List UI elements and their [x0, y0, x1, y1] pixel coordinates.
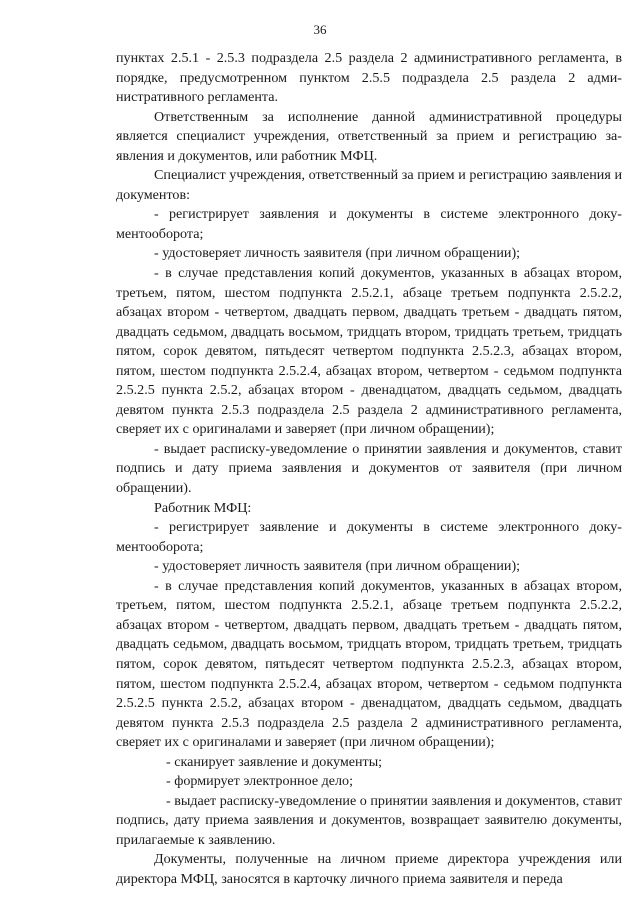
- list-item-copies: - в случае представления копий документов, указанных в абзацах втором, третьем, пятом, шестом подпункта 2.5.2.1, абзаце третьем подпункта 2.5.2.2, абзацах втором - четвертом, двадцать первом, двадцать третьем - двадцать пятом, двадцать седьмом, двадцать восьмом, тридцать втором, тридцать третьем, тридцать пятом, сорок девятом, пятьдесят четвертом подпункта 2.5.2.3, абзацах втором, пятом, шестом подпункта 2.5.2.4, абзацах втором, четвертом - седьмом подпункта 2.5.2.5 пункта 2.5.2, абзацах втором - двенадцатом, двадцать седьмом, двадцать девятом пункта 2.5.3 подраздела 2.5 раздела 2 административного регламента, сверяет их с оригиналами и заверяет (при личном обращении);: [116, 577, 622, 751]
- page-number: 36: [313, 22, 327, 37]
- paragraph-responsible: Ответственным за исполнение данной административной процедуры является специалист учреждения, ответственный за прием и регистрацию заявления и документов, или работник МФЦ.: [116, 108, 622, 164]
- paragraph-personal-reception: Документы, полученные на личном приеме директора учреждения или директора МФЦ, заносятся в карточку личного приема заявителя и переда: [116, 851, 622, 887]
- list-item-receipt: - выдает расписку-уведомление о принятии заявления и документов, ставит подпись, дату приема заявления и документов, возвращает заявителю документы, прилагаемые к заявлению.: [116, 792, 622, 848]
- list-item-register: - регистрирует заявление и документы в системе электронного документооборота;: [116, 519, 622, 555]
- paragraph-specialist-heading: Специалист учреждения, ответственный за прием и регистрацию заявления и документов:: [116, 167, 622, 203]
- list-item-electronic-case: - формирует электронное дело;: [166, 773, 354, 790]
- list-item-verify-identity: - удостоверяет личность заявителя (при личном обращении);: [154, 245, 521, 262]
- list-item-scan: - сканирует заявление и документы;: [166, 753, 383, 770]
- document-body: [116, 49, 622, 890]
- list-item-receipt: - выдает расписку-уведомление о принятии заявления и документов, ставит подпись и дату приема заявления и документов от заявителя (при личном обращении).: [116, 440, 622, 497]
- paragraph-continuation: пунктах 2.5.1 - 2.5.3 подраздела 2.5 раздела 2 административного регламента, в порядке, предусмотренном пунктом 2.5.5 подраздела 2.5 раздела 2 административного регламента.: [116, 50, 622, 106]
- list-item-verify-identity: - удостоверяет личность заявителя (при личном обращении);: [154, 558, 521, 575]
- list-item-copies: - в случае представления копий документов, указанных в абзацах втором, третьем, пятом, шестом подпункта 2.5.2.1, абзаце третьем подпункта 2.5.2.2, абзацах втором - четвертом, двадцать первом, двадцать третьем - двадцать пятом, двадцать седьмом, двадцать восьмом, тридцать втором, тридцать третьем, тридцать пятом, сорок девятом, пятьдесят четвертом подпункта 2.5.2.3, абзацах втором, пятом, шестом подпункта 2.5.2.4, абзацах втором, четвертом - седьмом подпункта 2.5.2.5 пункта 2.5.2, абзацах втором - двенадцатом, двадцать седьмом, двадцать девятом пункта 2.5.3 подраздела 2.5 раздела 2 административного регламента, сверяет их с оригиналами и заверяет (при личном обращении);: [116, 265, 622, 438]
- paragraph-mfc-heading: Работник МФЦ:: [154, 499, 252, 516]
- list-item-register: - регистрирует заявления и документы в системе электронного документооборота;: [116, 206, 622, 242]
